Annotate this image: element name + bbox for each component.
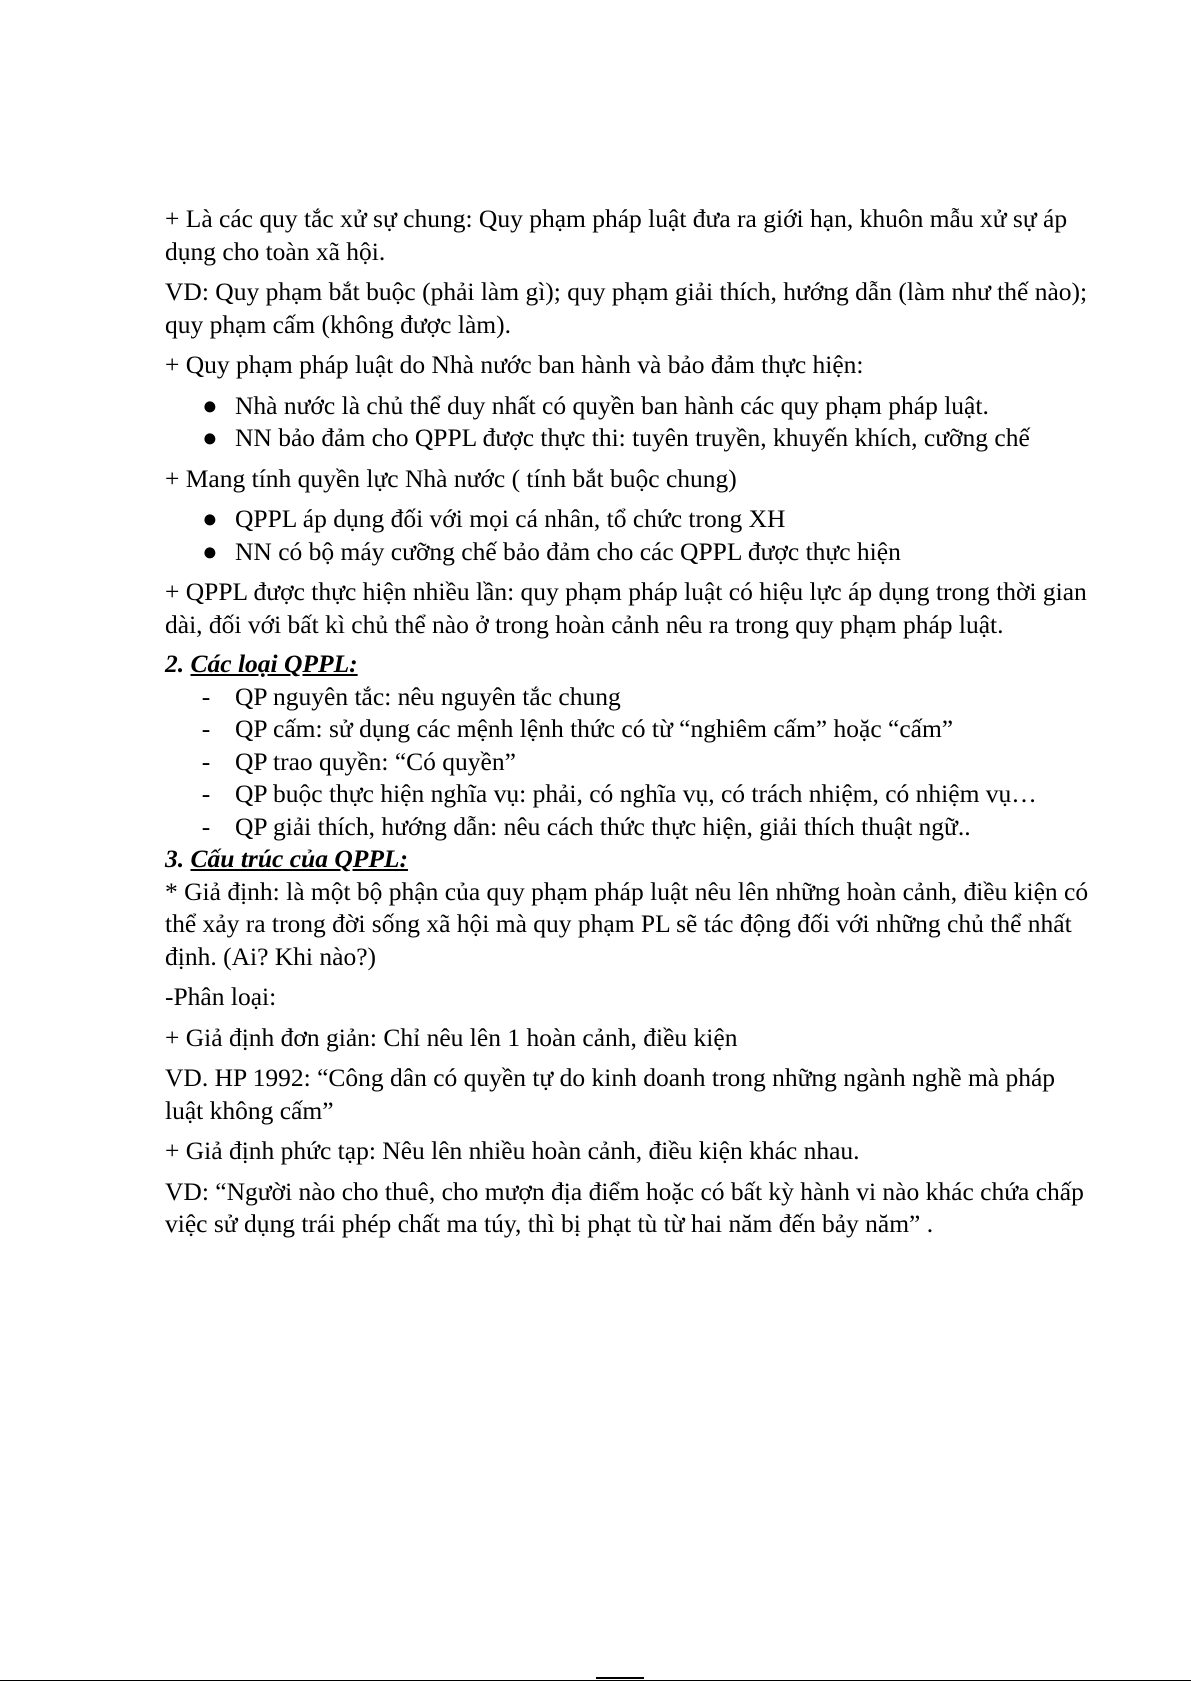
list-item — [165, 503, 1095, 536]
paragraph-simple-hypothesis: + Giả định đơn giản: Chỉ nêu lên 1 hoàn cảnh, điều kiện — [165, 1022, 738, 1052]
section-heading-structure — [165, 843, 1095, 876]
list-item — [165, 390, 1095, 423]
list-item-text: NN bảo đảm cho QPPL được thực thi: tuyên truyền, khuyến khích, cưỡng chế — [235, 423, 1030, 452]
document-page — [165, 203, 1095, 1249]
bullet-icon: ● — [202, 390, 218, 420]
bullet-list-state-power — [165, 503, 1095, 568]
list-item-text: QPPL áp dụng đối với mọi cá nhân, tổ chức trong XH — [235, 504, 786, 533]
paragraph-example-1: VD: Quy phạm bắt buộc (phải làm gì); quy phạm giải thích, hướng dẫn (làm như thế nào); quy phạm cấm (không được làm). — [165, 277, 1088, 339]
paragraph-general-rules: + Là các quy tắc xử sự chung: Quy phạm pháp luật đưa ra giới hạn, khuôn mẫu xử sự áp dụng cho toàn xã hội. — [165, 204, 1068, 266]
dash-icon: - — [201, 746, 211, 776]
dash-icon: - — [201, 779, 211, 808]
section-heading-types — [165, 648, 1095, 681]
dash-icon: - — [201, 811, 211, 841]
section-number: 2. — [165, 649, 191, 678]
paragraph-complex-hypothesis: + Giả định phức tạp: Nêu lên nhiều hoàn cảnh, điều kiện khác nhau. — [165, 1136, 860, 1165]
dash-list-types — [165, 681, 1095, 844]
paragraph-repeated-application: + QPPL được thực hiện nhiều lần: quy phạm pháp luật có hiệu lực áp dụng trong thời gian dài, đối với bất kì chủ thể nào ở trong hoàn cảnh nêu ra trong quy phạm pháp luật. — [165, 577, 1087, 639]
list-item — [165, 681, 1095, 714]
paragraph-classification: -Phân loại: — [165, 982, 277, 1011]
list-item-text: QP trao quyền: “Có quyền” — [235, 746, 516, 776]
dash-icon: - — [201, 714, 211, 743]
list-item — [165, 778, 1095, 811]
bullet-icon: ● — [202, 504, 218, 533]
list-item — [165, 422, 1095, 455]
list-item-text: QP cấm: sử dụng các mệnh lệnh thức có từ “nghiêm cấm” hoặc “cấm” — [235, 714, 954, 743]
list-item-text: QP giải thích, hướng dẫn: nêu cách thức thực hiện, giải thích thuật ngữ.. — [235, 811, 971, 841]
paragraph-example-drugs: VD: “Người nào cho thuê, cho mượn địa điểm hoặc có bất kỳ hành vi nào khác chứa chấp việc sử dụng trái phép chất ma túy, thì bị phạt tù từ hai năm đến bảy năm” . — [165, 1176, 1084, 1238]
paragraph-hypothesis: * Giả định: là một bộ phận của quy phạm pháp luật nêu lên những hoàn cảnh, điều kiện có thể xảy ra trong đời sống xã hội mà quy phạm PL sẽ tác động đối với những chủ thể nhất định. (Ai? Khi nào?) — [165, 876, 1089, 971]
list-item-text: Nhà nước là chủ thể duy nhất có quyền ban hành các quy phạm pháp luật. — [235, 390, 989, 420]
page-bottom-mark — [596, 1677, 644, 1679]
page-bottom-rule — [0, 1680, 1191, 1681]
list-item — [165, 536, 1095, 569]
section-title: Các loại QPPL: — [190, 649, 358, 678]
section-number: 3. — [165, 844, 191, 873]
dash-icon: - — [201, 681, 211, 711]
bullet-icon: ● — [202, 423, 218, 452]
list-item-text: QP nguyên tắc: nêu nguyên tắc chung — [235, 681, 621, 711]
section-title: Cấu trúc của QPPL: — [190, 844, 408, 873]
list-item — [165, 713, 1095, 746]
list-item — [165, 746, 1095, 779]
list-item-text: QP buộc thực hiện nghĩa vụ: phải, có nghĩa vụ, có trách nhiệm, có nhiệm vụ… — [235, 779, 1037, 808]
bullet-list-state-issued — [165, 390, 1095, 455]
bullet-icon: ● — [202, 536, 218, 566]
list-item-text: NN có bộ máy cưỡng chế bảo đảm cho các QPPL được thực hiện — [235, 536, 901, 566]
paragraph-state-issued: + Quy phạm pháp luật do Nhà nước ban hành và bảo đảm thực hiện: — [165, 350, 864, 379]
paragraph-state-power: + Mang tính quyền lực Nhà nước ( tính bắt buộc chung) — [165, 463, 737, 493]
paragraph-example-constitution: VD. HP 1992: “Công dân có quyền tự do kinh doanh trong những ngành nghề mà pháp luật không cấm” — [165, 1063, 1056, 1125]
list-item — [165, 811, 1095, 844]
